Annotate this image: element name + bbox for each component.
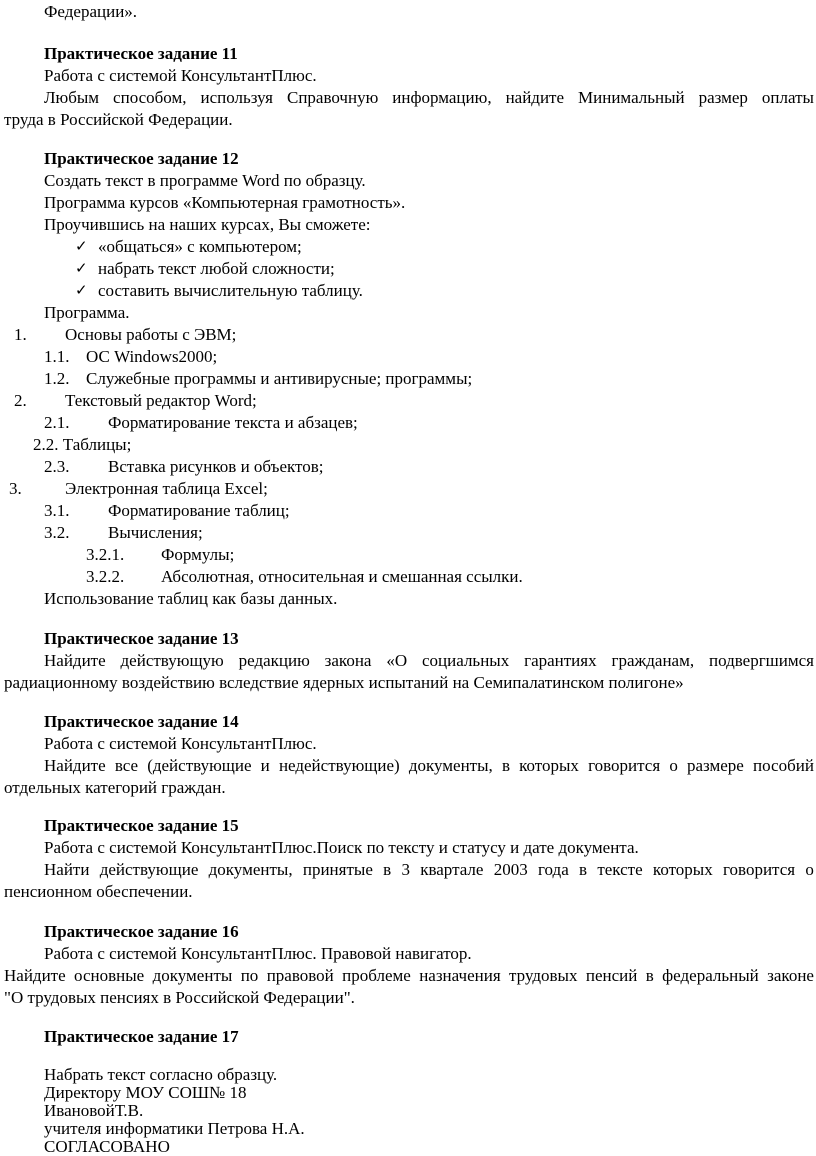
- word: найдите: [505, 88, 565, 107]
- word: подвергшимся: [708, 651, 814, 670]
- outline-text: Служебные программы и антивирусные; программы;: [86, 369, 473, 388]
- word: и: [260, 756, 270, 775]
- word: редакцию: [238, 651, 310, 670]
- word: законе: [767, 966, 814, 985]
- task-14-line: Работа с системой КонсультантПлюс.: [44, 734, 317, 753]
- word: документы,: [208, 860, 293, 879]
- task-12-heading: Практическое задание 12: [44, 149, 239, 168]
- word: размер: [698, 88, 748, 107]
- task-11-line: Работа с системой КонсультантПлюс.: [44, 66, 317, 85]
- word: недействующие): [278, 756, 400, 775]
- word: трудовых: [509, 966, 578, 985]
- outline-item: 2.2. Таблицы;: [33, 435, 132, 454]
- word: 3: [401, 860, 410, 879]
- word: используя: [200, 88, 273, 107]
- word: Минимальный: [578, 88, 685, 107]
- outline-number: 3.2.2.: [86, 567, 125, 586]
- word: документы: [152, 966, 233, 985]
- task-17-line: ИвановойТ.В.: [44, 1101, 144, 1120]
- outline-text: Форматирование текста и абзацев;: [108, 413, 358, 432]
- outline-text: Абсолютная, относительная и смешанная ссылки.: [161, 567, 523, 586]
- task-12-closing: Использование таблиц как базы данных.: [44, 589, 338, 608]
- outline-number: 1.2.: [44, 369, 70, 388]
- word: закона: [324, 651, 372, 670]
- word: говорится: [588, 756, 661, 775]
- outline-number: 3.2.1.: [86, 545, 125, 564]
- task-13-paragraph-end: радиационному воздействию вследствие ядерных испытаний на Семипалатинском полигоне»: [4, 673, 684, 692]
- word: Справочную: [286, 88, 379, 107]
- task-12-line: Программа курсов «Компьютерная грамотность».: [44, 193, 406, 212]
- word: Найдите: [4, 966, 66, 985]
- task-14-paragraph-line: [44, 755, 814, 777]
- task-17-line: Набрать текст согласно образцу.: [44, 1065, 278, 1084]
- word: способом,: [113, 88, 187, 107]
- word: о: [805, 860, 814, 879]
- program-label: Программа.: [44, 303, 130, 322]
- task-12-line: Создать текст в программе Word по образцу.: [44, 171, 366, 190]
- task-15-heading: Практическое задание 15: [44, 816, 239, 835]
- task-17-line: учителя информатики Петрова Н.А.: [44, 1119, 305, 1138]
- word: пособий: [753, 756, 814, 775]
- outline-text: Вставка рисунков и объектов;: [108, 457, 324, 476]
- word: правовой: [266, 966, 334, 985]
- word: социальных: [422, 651, 510, 670]
- word: проблеме: [342, 966, 411, 985]
- outline-text: Основы работы с ЭВМ;: [65, 325, 237, 344]
- outline-number: 1.1.: [44, 347, 70, 366]
- checkmark-icon: ✓: [75, 259, 88, 277]
- task-12-line: Проучившись на наших курсах, Вы сможете:: [44, 215, 371, 234]
- word: пенсий: [585, 966, 638, 985]
- task-11-heading: Практическое задание 11: [44, 44, 238, 63]
- bullet-item: составить вычислительную таблицу.: [98, 281, 363, 300]
- outline-text: Электронная таблица Excel;: [65, 479, 268, 498]
- word: оплаты: [761, 88, 814, 107]
- bullet-item: «общаться» с компьютером;: [98, 237, 302, 256]
- outline-number: 3.1.: [44, 501, 70, 520]
- outline-number: 3.2.: [44, 523, 70, 542]
- word: 2003: [493, 860, 528, 879]
- word: которых: [652, 860, 713, 879]
- task-11-paragraph-line: [44, 87, 814, 109]
- outline-text: Вычисления;: [108, 523, 203, 542]
- word: размере: [686, 756, 744, 775]
- word: действующие: [99, 860, 199, 879]
- word: в: [383, 860, 392, 879]
- bullet-item: набрать текст любой сложности;: [98, 259, 335, 278]
- word: гражданам,: [611, 651, 695, 670]
- task-16-heading: Практическое задание 16: [44, 922, 239, 941]
- word: (действующие: [147, 756, 252, 775]
- word: которых: [519, 756, 579, 775]
- outline-text: Текстовый редактор Word;: [65, 391, 257, 410]
- word: действующую: [120, 651, 224, 670]
- word: в: [501, 756, 510, 775]
- outline-number: 1.: [14, 325, 27, 344]
- checkmark-icon: ✓: [75, 281, 88, 299]
- task-11-paragraph-end: труда в Российской Федерации.: [4, 110, 233, 129]
- word: все: [114, 756, 139, 775]
- word: принятые: [302, 860, 373, 879]
- word: основные: [74, 966, 145, 985]
- task-17-line: Директору МОУ СОШ№ 18: [44, 1083, 247, 1102]
- task-17-heading: Практическое задание 17: [44, 1027, 239, 1046]
- word: федеральный: [662, 966, 759, 985]
- checkmark-icon: ✓: [75, 237, 88, 255]
- task-14-paragraph-end: отдельных категорий граждан.: [4, 778, 226, 797]
- word: года: [537, 860, 569, 879]
- word: Любым: [44, 88, 100, 107]
- outline-text: ОС Windows2000;: [86, 347, 218, 366]
- word: гарантиях: [524, 651, 597, 670]
- outline-number: 3.: [9, 479, 22, 498]
- task-16-paragraph-end: "О трудовых пенсиях в Российской Федерации".: [4, 988, 355, 1007]
- word: документы,: [408, 756, 493, 775]
- outline-number: 2.: [14, 391, 27, 410]
- task-17-line: СОГЛАСОВАНО: [44, 1137, 170, 1156]
- task-15-paragraph-end: пенсионном обеспечении.: [4, 882, 193, 901]
- word: в: [579, 860, 588, 879]
- word: «О: [386, 651, 408, 670]
- task-13-heading: Практическое задание 13: [44, 629, 239, 648]
- word: назначения: [419, 966, 501, 985]
- word: говорится: [723, 860, 796, 879]
- outline-text: Форматирование таблиц;: [108, 501, 290, 520]
- task-16-line: Работа с системой КонсультантПлюс. Правовой навигатор.: [44, 944, 472, 963]
- task-13-paragraph-line: [44, 650, 814, 672]
- word: информацию,: [392, 88, 492, 107]
- word: тексте: [597, 860, 643, 879]
- word: в: [645, 966, 654, 985]
- outline-number: 2.1.: [44, 413, 70, 432]
- task-14-heading: Практическое задание 14: [44, 712, 239, 731]
- word: Найдите: [44, 756, 106, 775]
- task-16-paragraph-line: [4, 965, 814, 987]
- continued-text: Федерации».: [44, 2, 138, 21]
- word: о: [669, 756, 678, 775]
- word: квартале: [420, 860, 484, 879]
- word: Найдите: [44, 651, 106, 670]
- outline-number: 2.3.: [44, 457, 70, 476]
- task-15-line: Работа с системой КонсультантПлюс.Поиск по тексту и статусу и дате документа.: [44, 838, 639, 857]
- word: Найти: [44, 860, 90, 879]
- word: по: [240, 966, 259, 985]
- outline-text: Формулы;: [161, 545, 235, 564]
- task-15-paragraph-line: [44, 859, 814, 881]
